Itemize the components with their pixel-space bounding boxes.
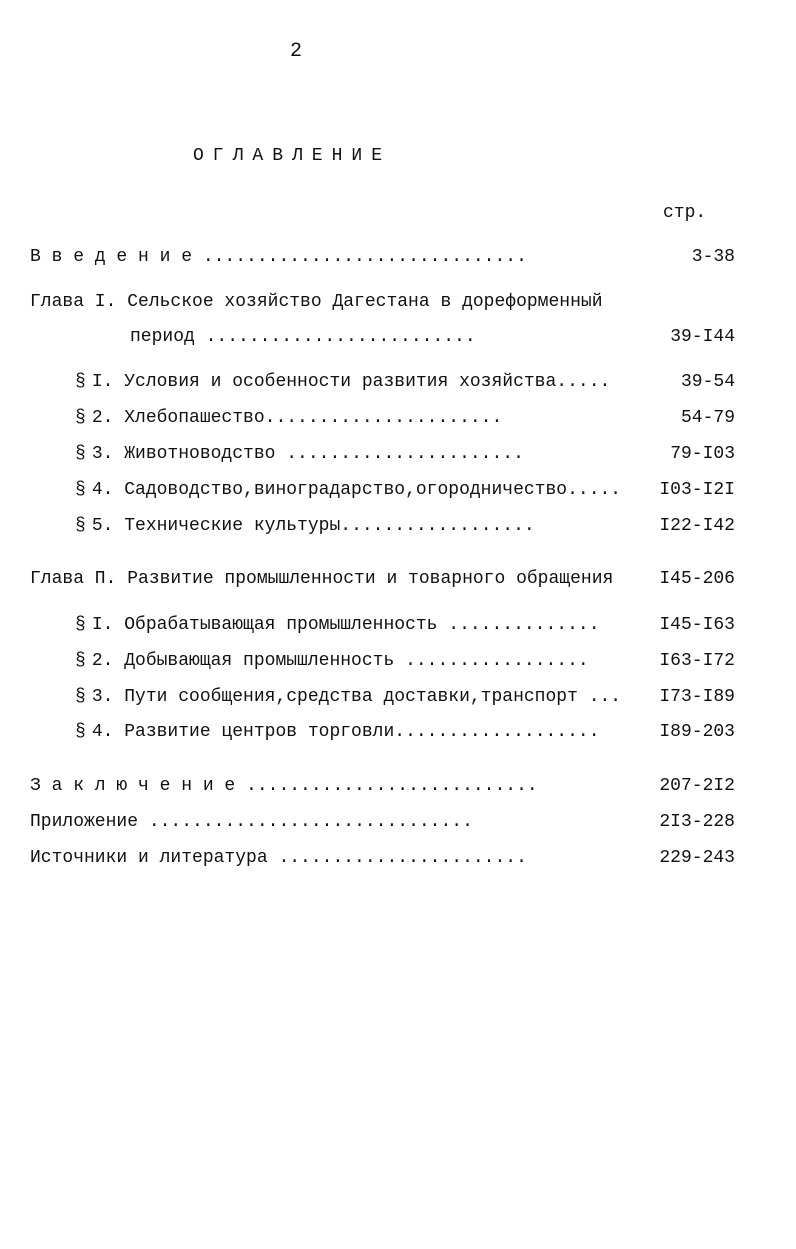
entry-pages: I45-I63 [659, 615, 735, 635]
toc-entry-ch1-section-2 [75, 406, 735, 430]
entry-label: период [130, 327, 195, 347]
section-sign: § [75, 408, 86, 428]
toc-entry-appendix [30, 810, 735, 834]
section-sign: § [75, 615, 86, 635]
leader-dots: .................. [340, 516, 535, 536]
entry-pages: 39-54 [680, 372, 735, 392]
entry-label: Источники и литература [30, 848, 268, 868]
leader-dots: .............................. [192, 247, 527, 267]
entry-pages: 54-79 [680, 408, 735, 428]
section-sign: § [75, 722, 86, 742]
section-sign: § [75, 651, 86, 671]
entry-label: I. Обрабатывающая промышленность [91, 615, 438, 635]
entry-pages: 207-2I2 [659, 776, 735, 796]
entry-label: Глава П. Развитие промышленности и товарного обращения [30, 569, 614, 589]
toc-title: ОГЛАВЛЕНИЕ [193, 146, 392, 166]
leader-dots: .............. [437, 615, 600, 635]
entry-label: 2. Хлебопашество [91, 408, 265, 428]
entry-label: Приложение [30, 812, 139, 832]
entry-label: 5. Технические культуры [91, 516, 341, 536]
leader-dots: ................... [394, 722, 600, 742]
entry-pages: I45-206 [659, 569, 735, 589]
entry-pages: 79-I03 [670, 444, 735, 464]
leader-dots: ...................... [275, 444, 524, 464]
toc-entry-ch1-section-1 [75, 370, 735, 394]
entry-pages: I73-I89 [659, 687, 735, 707]
entry-pages: I89-203 [659, 722, 735, 742]
leader-dots: .............................. [138, 812, 473, 832]
entry-pages: 2I3-228 [659, 812, 735, 832]
section-sign: § [75, 516, 86, 536]
section-sign: § [75, 480, 86, 500]
leader-dots: ...................... [264, 408, 503, 428]
entry-label: 4. Развитие центров торговли [91, 722, 395, 742]
toc-entry-ch2-section-3 [75, 685, 735, 709]
toc-entry-chapter-1-continued [130, 325, 735, 349]
toc-entry-sources [30, 846, 735, 870]
leader-dots: ..... [556, 372, 611, 392]
entry-label: З а к л ю ч е н и е [30, 776, 236, 796]
toc-entry-chapter-2 [30, 567, 735, 591]
entry-label: Глава I. Сельское хозяйство Дагестана в дореформенный [30, 292, 603, 312]
toc-entry-ch2-section-2 [75, 649, 735, 673]
leader-dots: ..... [567, 480, 622, 500]
entry-pages: 229-243 [659, 848, 735, 868]
entry-label: В в е д е н и е [30, 247, 193, 267]
entry-pages: I03-I2I [659, 480, 735, 500]
entry-label: I. Условия и особенности развития хозяйства [91, 372, 557, 392]
entry-pages: I22-I42 [659, 516, 735, 536]
toc-entry-ch1-section-3 [75, 442, 735, 466]
entry-label: 4. Садоводство,виноградарство,огородничество [91, 480, 568, 500]
toc-entry-ch1-section-4 [75, 478, 735, 502]
entry-pages: 39-I44 [670, 327, 735, 347]
leader-dots: ... [577, 687, 622, 707]
toc-entry-ch2-section-4 [75, 720, 735, 744]
entry-label: 3. Пути сообщения,средства доставки,транспорт [91, 687, 578, 707]
leader-dots: ........................... [235, 776, 538, 796]
toc-entry-conclusion [30, 774, 735, 798]
entry-label: 3. Животноводство [91, 444, 276, 464]
leader-dots: ....................... [267, 848, 527, 868]
pages-column-header: стр. [663, 203, 707, 223]
leader-dots: ......................... [194, 327, 476, 347]
leader-dots: ................. [394, 651, 589, 671]
page-number: 2 [290, 40, 303, 63]
entry-pages: 3-38 [691, 247, 735, 267]
section-sign: § [75, 687, 86, 707]
toc-entry-ch2-section-1 [75, 613, 735, 637]
entry-label: 2. Добывающая промышленность [91, 651, 395, 671]
entry-pages: I63-I72 [659, 651, 735, 671]
section-sign: § [75, 444, 86, 464]
toc-entry-ch1-section-5 [75, 514, 735, 538]
section-sign: § [75, 372, 86, 392]
toc-entry-chapter-1 [30, 290, 735, 314]
toc-entry-intro [30, 245, 735, 269]
